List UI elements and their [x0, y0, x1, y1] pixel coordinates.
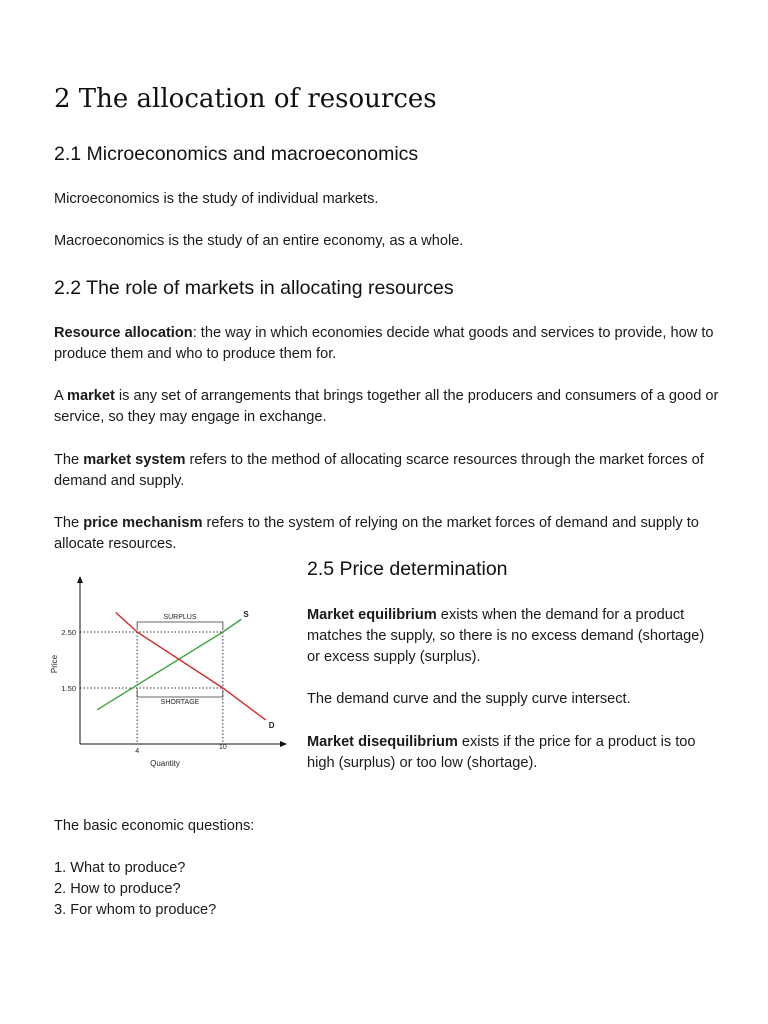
- market-pre: A: [54, 388, 67, 404]
- market-system-pre: The: [54, 452, 84, 468]
- section-2-1-heading: 2.1 Microeconomics and macroeconomics: [54, 143, 419, 165]
- surplus-label: SURPLUS: [163, 614, 197, 621]
- market-system-term: market system: [83, 452, 186, 468]
- x-axis-arrow: [280, 741, 287, 747]
- x-tick-label: 10: [218, 744, 227, 751]
- section-2-5-heading: 2.5 Price determination: [307, 558, 508, 580]
- macro-paragraph: Macroeconomics is the study of an entire economy, as a whole.: [54, 233, 464, 249]
- questions-intro: The basic economic questions:: [54, 818, 255, 834]
- question-item: 2. How to produce?: [54, 881, 181, 897]
- shortage-bracket: [137, 690, 223, 697]
- x-tick-label: 4: [135, 748, 140, 755]
- question-item: 3. For whom to produce?: [54, 902, 217, 918]
- y-axis-label: Price: [50, 654, 59, 674]
- equilibrium-term: Market equilibrium: [307, 607, 437, 623]
- supply-curve: [97, 619, 241, 710]
- equilibrium-def: exists when the demand for a product matches the supply, so there is no excess demand (shortage) or excess supply (surplus).: [307, 607, 705, 665]
- supply-demand-chart: [46, 570, 290, 775]
- market-term: market: [66, 388, 115, 404]
- resource-allocation-def: : the way in which economies decide what goods and services to provide, how to produce them and who to produce them for.: [54, 325, 714, 362]
- micro-paragraph: Microeconomics is the study of individual markets.: [54, 191, 379, 207]
- demand-label: D: [268, 720, 275, 730]
- resource-allocation-term: Resource allocation: [54, 325, 193, 341]
- intersect-paragraph: The demand curve and the supply curve intersect.: [307, 691, 631, 707]
- market-system-paragraph: [54, 450, 724, 492]
- price-mechanism-pre: The: [54, 515, 84, 531]
- disequilibrium-term: Market disequilibrium: [307, 734, 458, 750]
- equilibrium-paragraph: [307, 605, 712, 668]
- section-2-2-heading: 2.2 The role of markets in allocating resources: [54, 277, 454, 299]
- x-axis-label: Quantity: [150, 759, 180, 768]
- price-mechanism-def: refers to the system of relying on the market forces of demand and supply to allocate resources.: [54, 515, 699, 552]
- y-tick-label: 2.50: [61, 628, 76, 637]
- market-def: is any set of arrangements that brings together all the producers and consumers of a good or service, so they may engage in exchange.: [54, 388, 719, 425]
- questions-list: [54, 858, 724, 921]
- question-item: 1. What to produce?: [54, 860, 186, 876]
- supply-label: S: [243, 610, 249, 620]
- disequilibrium-def: exists if the price for a product is too high (surplus) or too low (shortage).: [307, 734, 696, 771]
- y-axis-arrow: [77, 576, 83, 583]
- shortage-label: SHORTAGE: [160, 699, 200, 706]
- price-mechanism-paragraph: [54, 513, 724, 555]
- price-mechanism-term: price mechanism: [83, 515, 203, 531]
- surplus-bracket: [137, 622, 223, 630]
- resource-allocation-paragraph: [54, 323, 724, 365]
- market-system-def: refers to the method of allocating scarce resources through the market forces of demand and supply.: [54, 452, 704, 489]
- page-title: 2 The allocation of resources: [54, 84, 437, 114]
- market-paragraph: [54, 386, 724, 428]
- disequilibrium-paragraph: [307, 732, 712, 774]
- y-tick-label: 1.50: [61, 684, 76, 693]
